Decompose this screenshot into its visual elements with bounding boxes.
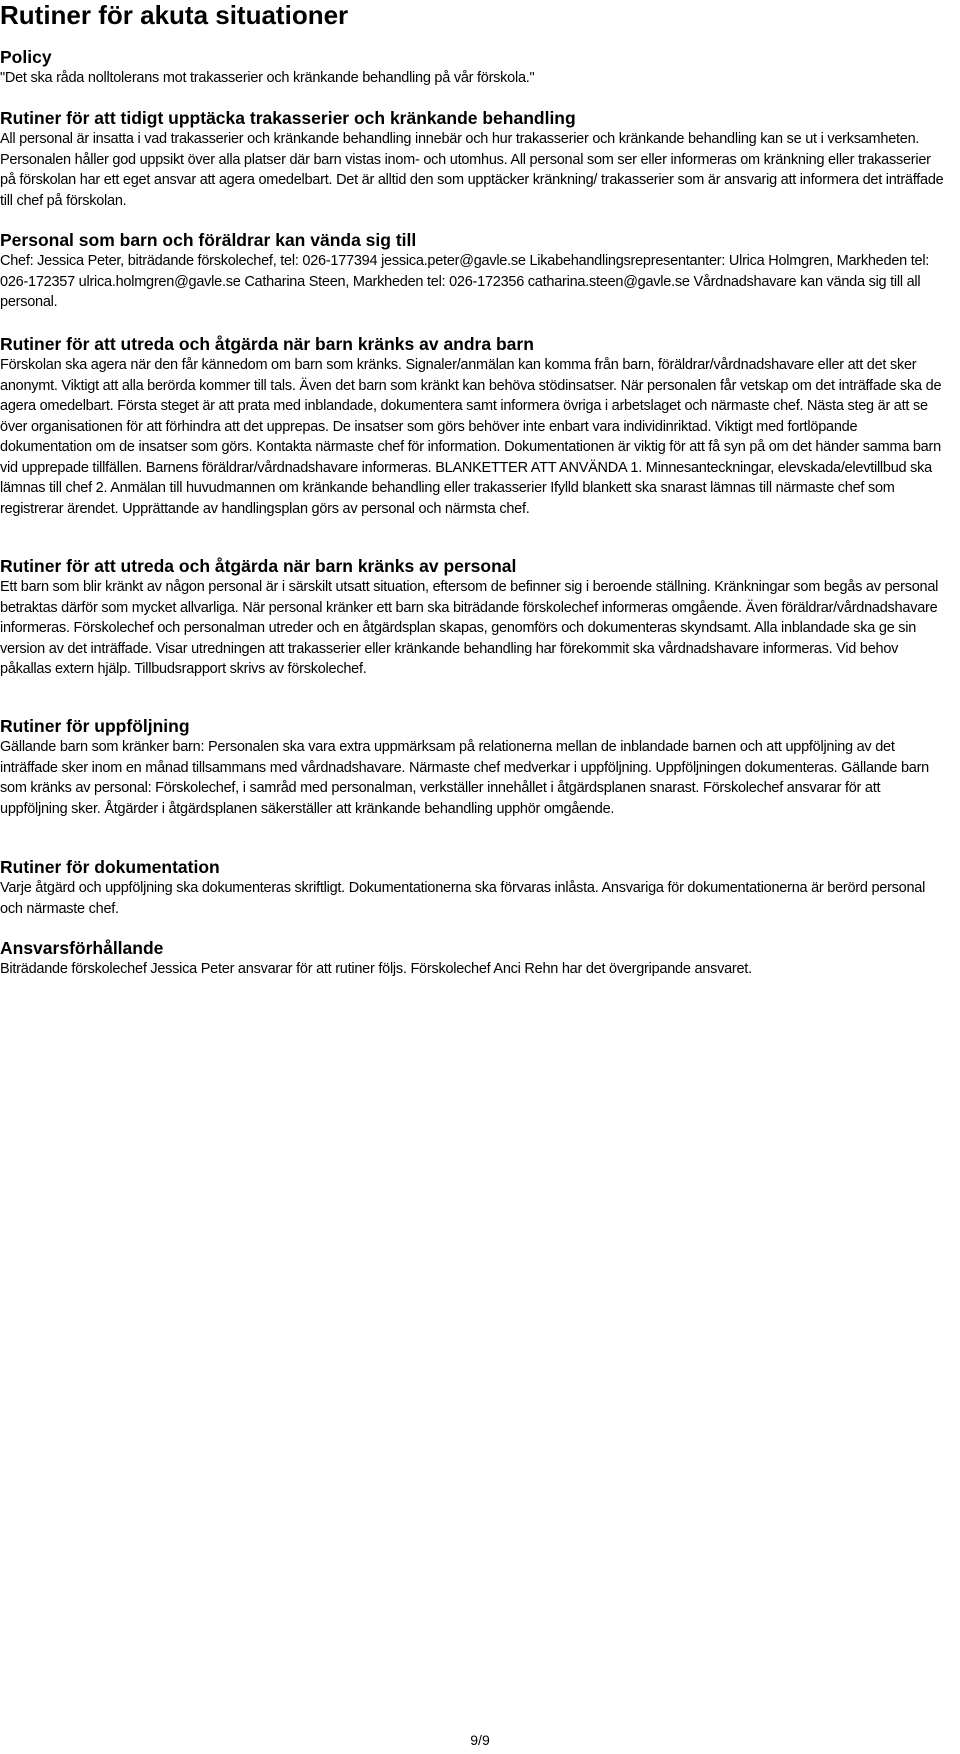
section-child-to-child [0, 333, 945, 519]
section-body: All personal är insatta i vad trakasserier och kränkande behandling innebär och hur trakasserier och kränkande behandling kan se ut i verksamheten. Personalen håller god uppsikt över alla platser där barn vistas inom- och utomhus. All personal som ser eller informeras om kränkning eller trakasserier på förskolan har ett eget ansvar att agera omedelbart. Det är alltid den som upptäcker kränkning/ trakasserier som är ansvarig att informera det inträffade till chef på förskolan. [0, 131, 944, 209]
section-heading: Policy [0, 47, 52, 67]
section-documentation [0, 856, 945, 919]
section-heading: Rutiner för uppföljning [0, 716, 190, 736]
page-number: 9/9 [470, 1732, 490, 1748]
section-heading: Personal som barn och föräldrar kan vända sig till [0, 230, 417, 250]
section-heading: Rutiner för dokumentation [0, 857, 220, 877]
section-policy [0, 46, 945, 89]
document-title: Rutiner för akuta situationer [0, 0, 349, 30]
section-heading: Rutiner för att tidigt upptäcka trakasserier och kränkande behandling [0, 108, 576, 128]
section-responsibility [0, 937, 945, 980]
section-body: Förskolan ska agera när den får kännedom om barn som kränks. Signaler/anmälan kan komma från barn, föräldrar/vårdnadshavare eller att det sker anonymt. Viktigt att alla berörda kommer till tals. Även det barn som kränkt kan behöva stödinsatser. När personalen får vetskap om det inträffade ska de agera omedelbart. Första steget är att prata med inblandade, dokumentera samt informera övriga i arbetslaget och närmaste chef. Nästa steg är att se över organisationen för att förhindra att det upprepas. De insatser som görs behöver inte enbart vara individinriktad. Viktigt med fortlöpande dokumentation om de insatser som görs. Kontakta närmaste chef för information. Dokumentationen är viktig för att få syn på om det händer samma barn vid upprepade tillfällen. Barnens föräldrar/vårdnadshavare informeras. BLANKETTER ATT ANVÄNDA 1. Minnesanteckningar, elevskada/elevtillbud ska lämnas till chef 2. Anmälan till huvudmannen om kränkande behandling eller trakasserier Ifylld blankett ska snarast lämnas till närmaste chef som registrerar ärendet. Upprättande av handlingsplan görs av personal och närmsta chef. [0, 357, 942, 517]
section-body: Varje åtgärd och uppföljning ska dokumenteras skriftligt. Dokumentationerna ska förvaras inlåsta. Ansvariga för dokumentationerna är berörd personal och närmaste chef. [0, 880, 926, 917]
section-body: Gällande barn som kränker barn: Personalen ska vara extra uppmärksam på relationerna mellan de inblandade barnen och att uppföljning av det inträffade sker inom en månad tillsammans med vårdnadshavare. Närmaste chef medverkar i uppföljning. Uppföljningen dokumenteras. Gällande barn som kränks av personal: Förskolechef, i samråd med personalman, verkställer innehållet i åtgärdsplanen snarast. Förskolechef ansvarar för att uppföljning sker. Åtgärder i åtgärdsplanen säkerställer att kränkande behandling upphör omgående. [0, 739, 929, 817]
section-early-detection [0, 107, 945, 211]
section-body: Ett barn som blir kränkt av någon personal är i särskilt utsatt situation, eftersom de befinner sig i beroende ställning. Kränkningar som begås av personal betraktas därför som mycket allvarliga. När personal kränker ett barn ska biträdande förskolechef informeras omgående. Även föräldrar/vårdnadshavare informeras. Förskolechef och personalman utreder och en åtgärdsplan skapas, genomförs och dokumenteras skyndsamt. Alla inblandade ska ge sin version av det inträffade. Visar utredningen att trakasserier eller kränkande behandling har förekommit ska vårdnadshavare informeras. Vid behov påkallas extern hjälp. Tillbudsrapport skrivs av förskolechef. [0, 579, 939, 677]
section-follow-up [0, 715, 945, 819]
section-staff-to-child [0, 555, 945, 680]
section-heading: Rutiner för att utreda och åtgärda när barn kränks av andra barn [0, 334, 534, 354]
section-body: Chef: Jessica Peter, biträdande förskolechef, tel: 026-177394 jessica.peter@gavle.se Likabehandlingsrepresentanter: Ulrica Holmgren, Markheden tel: 026-172357 ulrica.holmgren@gavle.se Catharina Steen, Markheden tel: 026-172356 catharina.steen@gavle.se Vårdnadshavare kan vända sig till all personal. [0, 253, 930, 310]
section-contact-persons [0, 229, 945, 313]
section-body: Biträdande förskolechef Jessica Peter ansvarar för att rutiner följs. Förskolechef Anci Rehn har det övergripande ansvaret. [0, 961, 752, 977]
section-heading: Ansvarsförhållande [0, 938, 164, 958]
section-body: "Det ska råda nolltolerans mot trakasserier och kränkande behandling på vår förskola." [0, 70, 535, 86]
section-heading: Rutiner för att utreda och åtgärda när barn kränks av personal [0, 556, 517, 576]
